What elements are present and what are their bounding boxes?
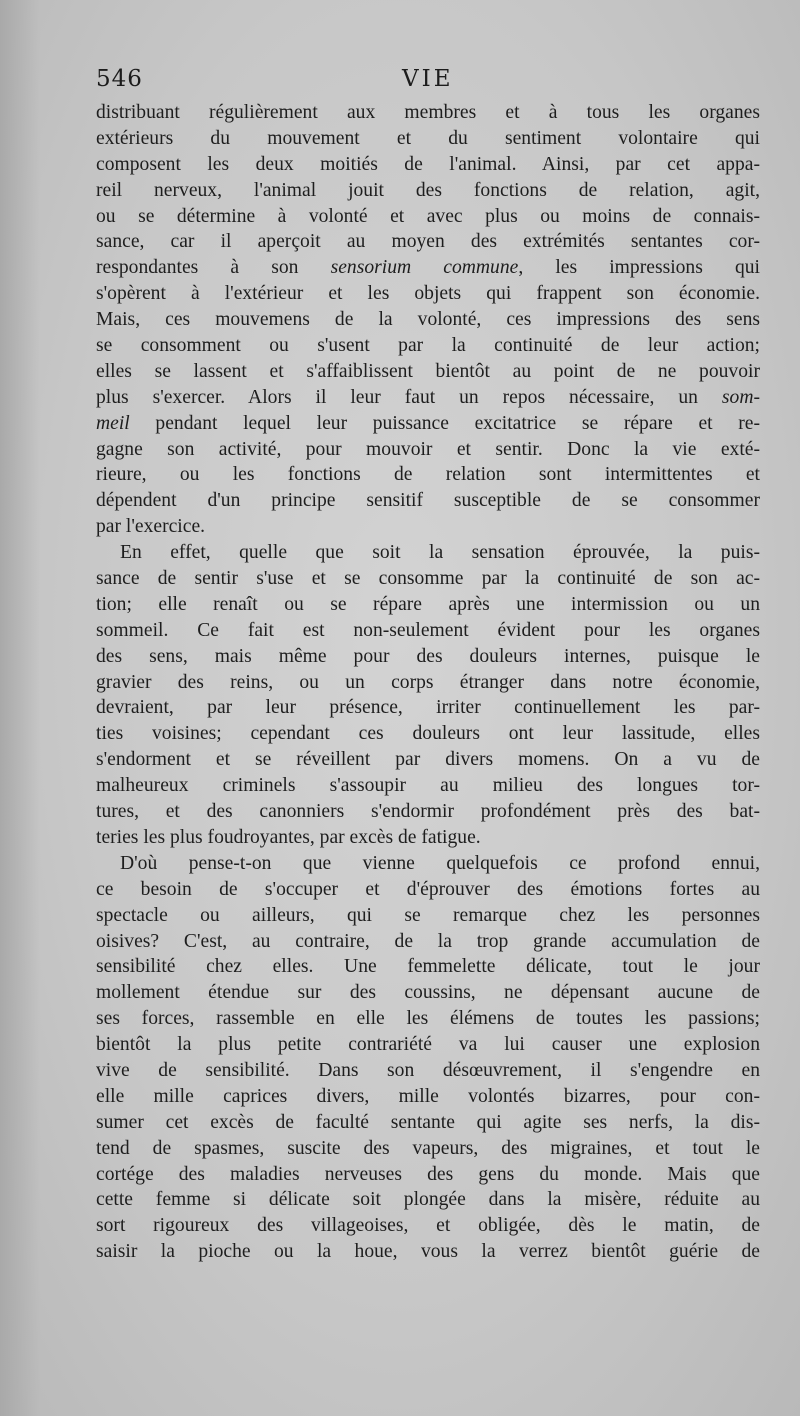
text-line: des sens, mais même pour des douleurs internes, puisque le — [96, 645, 760, 667]
text-line: spectacle ou ailleurs, qui se remarque chez les personnes — [96, 904, 760, 926]
text-line: D'où pense-t-on que vienne quelquefois ce profond ennui, — [120, 852, 760, 874]
text-line: elle mille caprices divers, mille volontés bizarres, pour con- — [96, 1085, 760, 1107]
page-number: 546 — [96, 66, 143, 92]
text-line: extérieurs du mouvement et du sentiment volontaire qui — [96, 127, 760, 149]
text-line: sommeil. Ce fait est non-seulement évident pour les organes — [96, 619, 760, 641]
text-line: s'endorment et se réveillent par divers momens. On a vu de — [96, 749, 760, 771]
gutter-shadow — [0, 0, 40, 1416]
text-line: dépendent d'un principe sensitif susceptible de se consommer — [96, 490, 760, 512]
text-line: rieure, ou les fonctions de relation sont intermittentes et — [96, 464, 760, 486]
text-line: teries les plus foudroyantes, par excès de fatigue. — [96, 826, 481, 848]
text-line: malheureux criminels s'assoupir au milieu des longues tor- — [96, 775, 760, 797]
text-line — [96, 411, 760, 437]
text-segment: , les impressions qui — [518, 257, 761, 279]
text-segment: respondantes à son — [96, 257, 299, 279]
text-line: sumer cet excès de faculté sentante qui agite ses nerfs, la dis- — [96, 1111, 760, 1133]
text-line: ou se détermine à volonté et avec plus ou moins de connais- — [96, 205, 760, 227]
text-line: devraient, par leur présence, irriter continuellement les par- — [96, 697, 760, 719]
text-line: bientôt la plus petite contrariété va lui causer une explosion — [96, 1034, 760, 1056]
text-line — [96, 255, 760, 281]
text-line: tures, et des canonniers s'endormir profondément près des bat- — [96, 801, 760, 823]
text-line: Mais, ces mouvemens de la volonté, ces impressions des sens — [96, 309, 760, 331]
text-line: sort rigoureux des villageoises, et obligée, dès le matin, de — [96, 1215, 760, 1237]
running-head: VIE — [402, 66, 454, 92]
text-line: sensibilité chez elles. Une femmelette délicate, tout le jour — [96, 956, 760, 978]
text-line: gagne son activité, pour mouvoir et sentir. Donc la vie exté- — [96, 438, 760, 460]
text-line: sance, car il aperçoit au moyen des extrémités sentantes cor- — [96, 231, 760, 253]
text-line: distribuant régulièrement aux membres et à tous les organes — [96, 102, 760, 123]
text-line: tend de spasmes, suscite des vapeurs, des migraines, et tout le — [96, 1137, 760, 1159]
text-segment: pendant lequel leur puissance excitatrice se répare et re- — [155, 412, 760, 434]
text-line — [96, 385, 760, 411]
text-line: mollement étendue sur des coussins, ne dépensant aucune de — [96, 982, 760, 1004]
page-header — [96, 66, 760, 98]
text-line: ties voisines; cependant ces douleurs ont leur lassitude, elles — [96, 723, 760, 745]
text-line: ses forces, rassemble en elle les élémens de toutes les passions; — [96, 1008, 760, 1030]
text-line: se consomment ou s'usent par la continuité de leur action; — [96, 335, 760, 357]
text-line: oisives? C'est, au contraire, de la trop grande accumulation de — [96, 930, 760, 952]
text-line: ce besoin de s'occuper et d'éprouver des émotions fortes au — [96, 878, 760, 900]
text-line: En effet, quelle que soit la sensation éprouvée, la puis- — [120, 542, 760, 564]
text-line: saisir la pioche ou la houe, vous la verrez bientôt guérie de — [96, 1241, 760, 1263]
text-line: gravier des reins, ou un corps étranger dans notre économie, — [96, 671, 760, 693]
body-text — [96, 100, 760, 1265]
text-line: sance de sentir s'use et se consomme par la continuité de son ac- — [96, 568, 760, 590]
text-line: composent les deux moitiés de l'animal. Ainsi, par cet appa- — [96, 153, 760, 175]
text-line: cortége des maladies nerveuses des gens du monde. Mais que — [96, 1163, 760, 1185]
text-segment: plus s'exercer. Alors il leur faut un repos nécessaire, un — [96, 386, 698, 408]
italic-term: som- — [721, 386, 760, 408]
text-line: vive de sensibilité. Dans son désœuvrement, il s'engendre en — [96, 1059, 760, 1081]
italic-term: sensorium commune — [330, 257, 519, 279]
text-line: tion; elle renaît ou se répare après une intermission ou un — [96, 593, 760, 615]
text-line: elles se lassent et s'affaiblissent bientôt au point de ne pouvoir — [96, 360, 760, 382]
text-line: par l'exercice. — [96, 516, 206, 538]
text-line: s'opèrent à l'extérieur et les objets qui frappent son économie. — [96, 283, 760, 305]
text-line: reil nerveux, l'animal jouit des fonctions de relation, agit, — [96, 179, 760, 201]
text-line: cette femme si délicate soit plongée dans la misère, réduite au — [96, 1189, 760, 1211]
italic-term: meil — [96, 412, 130, 434]
